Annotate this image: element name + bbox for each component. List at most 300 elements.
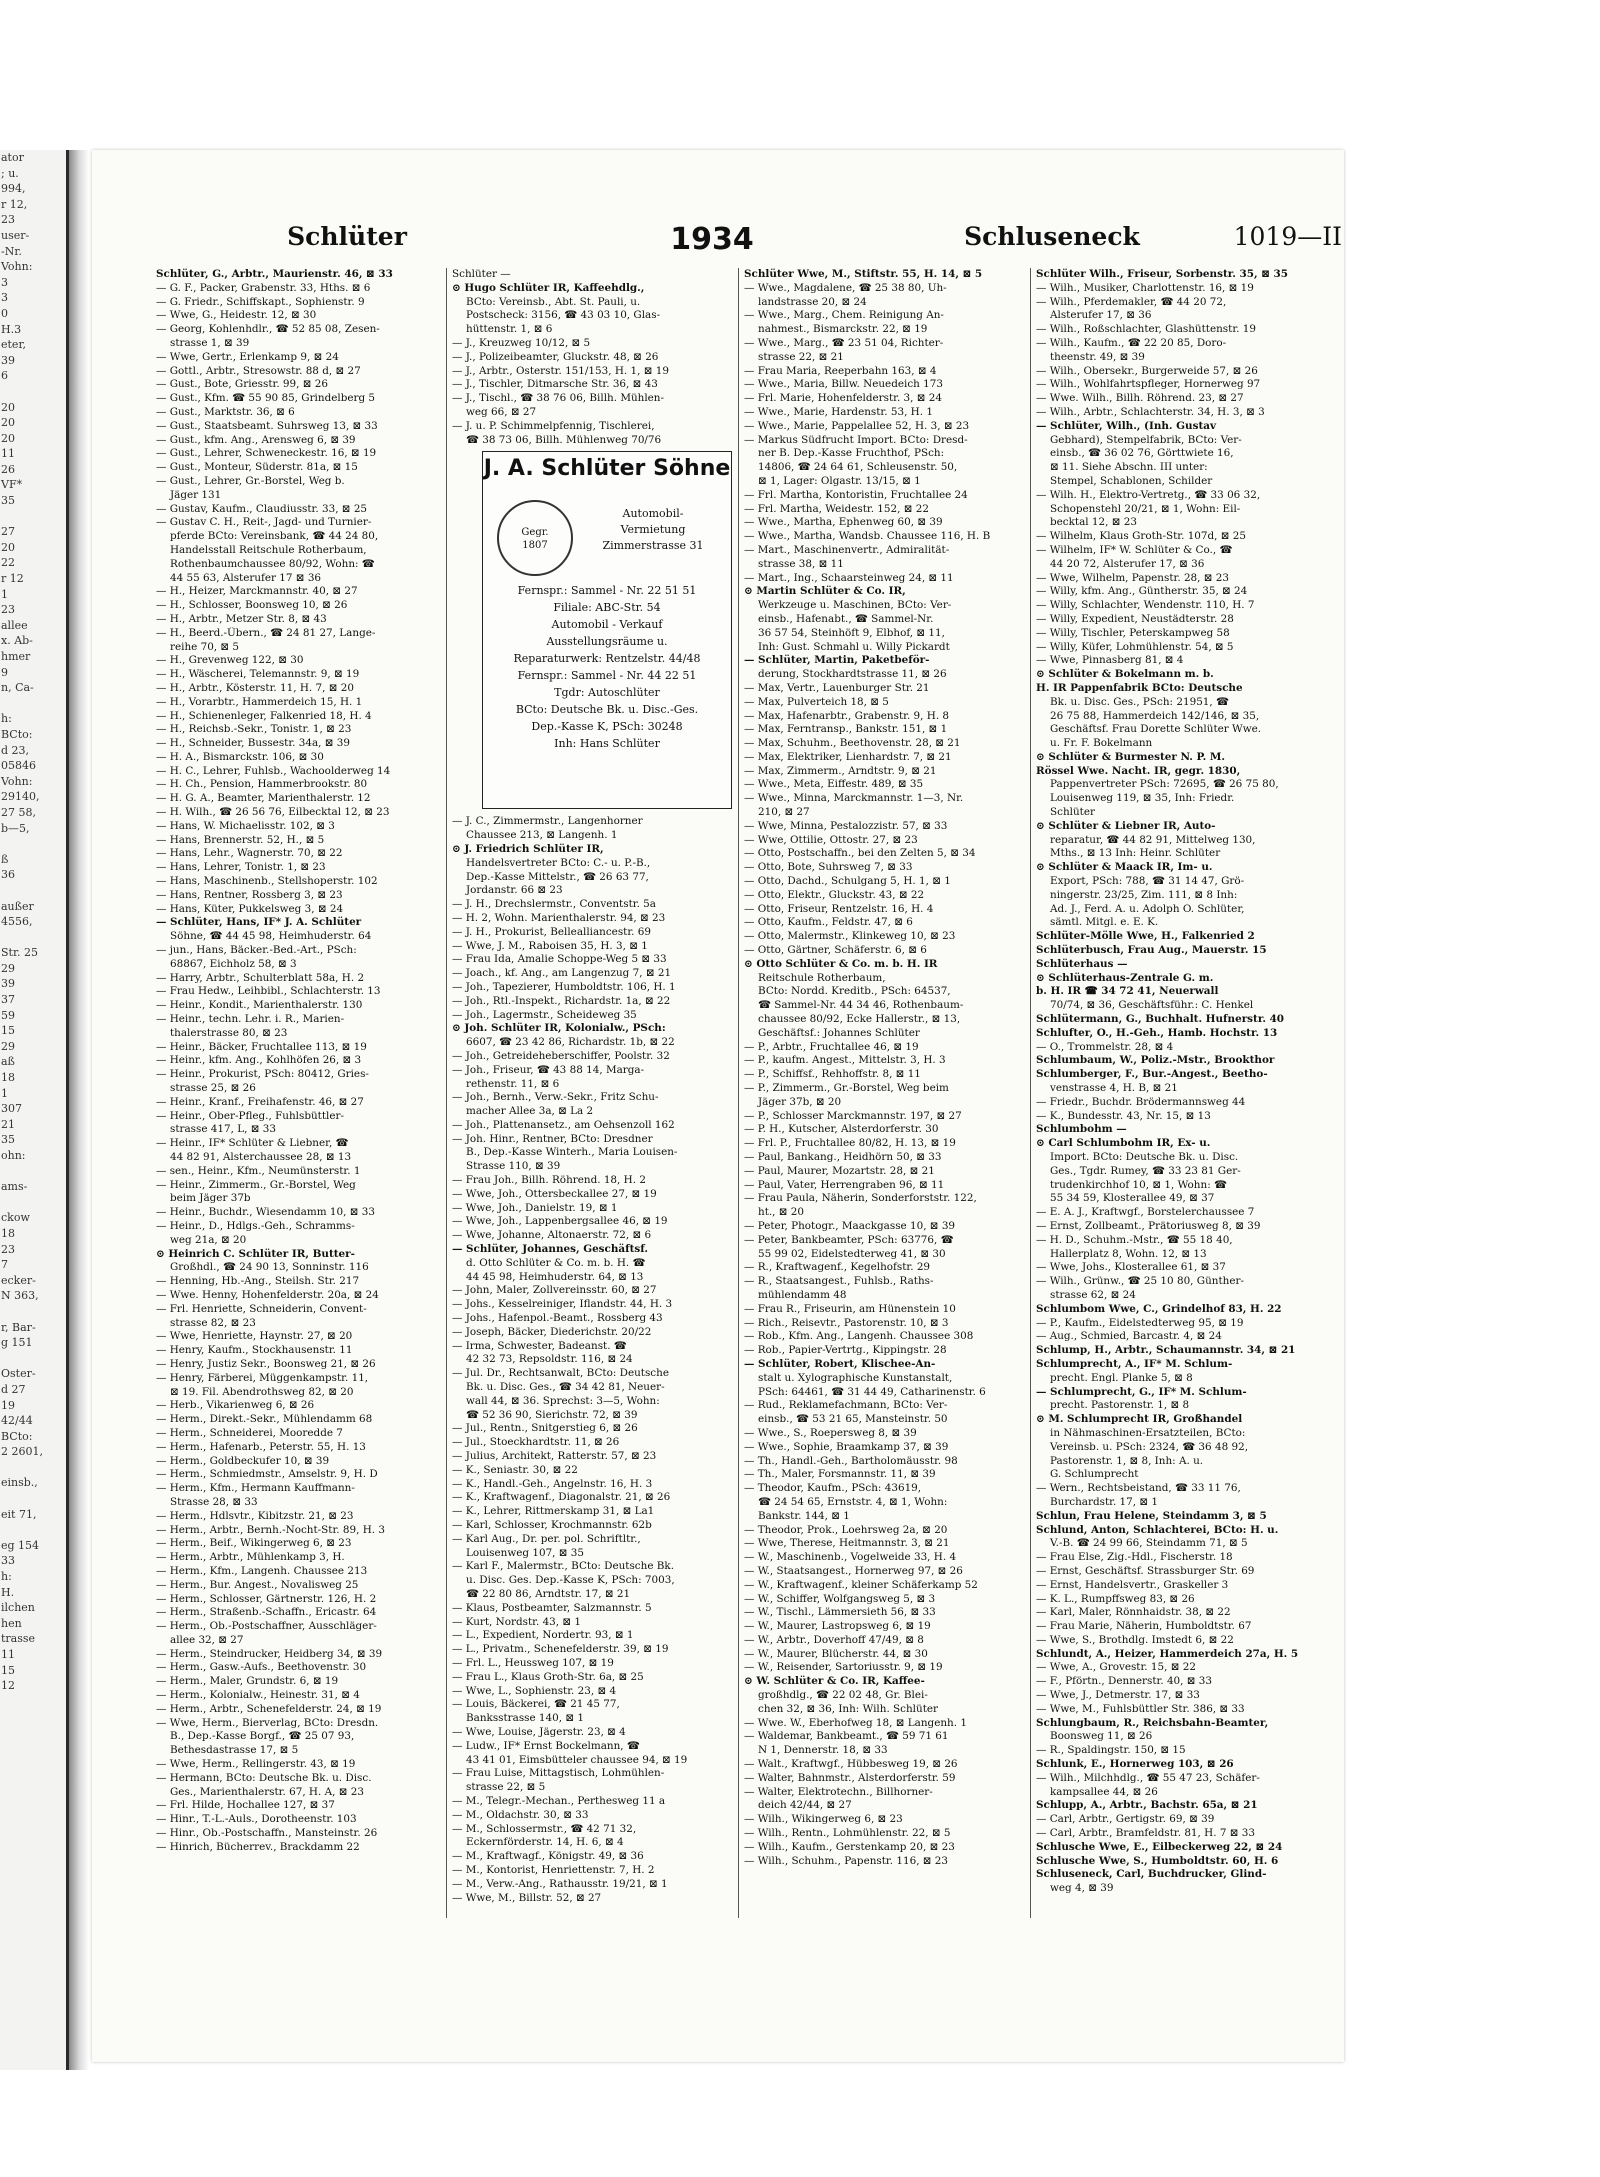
directory-entry-line: — Rud., Reklamefachmann, BCto: Ver- <box>744 1399 948 1412</box>
directory-entry-line: ☎ 22 80 86, Arndtstr. 17, ⊠ 21 <box>466 1587 631 1600</box>
directory-entry-line: — Paul, Vater, Herrengraben 96, ⊠ 11 <box>744 1178 945 1191</box>
directory-entry-line: — Herm., Arbtr., Schenefelderstr. 24, ⊠ 19 <box>156 1702 382 1715</box>
directory-entry-line: weg 21a, ⊠ 20 <box>170 1233 247 1246</box>
previous-page-text-fragment: 1 <box>1 1086 8 1100</box>
directory-entry-line: — Aug., Schmied, Barcastr. 4, ⊠ 24 <box>1036 1330 1222 1343</box>
directory-entry-line: — W., Maurer, Lastropsweg 6, ⊠ 19 <box>744 1620 931 1633</box>
directory-entry-line: precht. Engl. Planke 5, ⊠ 8 <box>1050 1371 1193 1384</box>
previous-page-text-fragment <box>0 930 66 946</box>
directory-entry-line: — Ernst, Handelsvertr., Graskeller 3 <box>1036 1578 1229 1591</box>
directory-entry-line: — Rich., Reisevtr., Pastorenstr. 10, ⊠ 3 <box>744 1316 949 1329</box>
directory-entry-line: — Kurt, Nordstr. 43, ⊠ 1 <box>452 1615 582 1628</box>
directory-entry-line: — Wwe., Maria, Billw. Neuedeich 173 <box>744 378 943 391</box>
directory-entry-line: — Wwe. Henny, Hohenfelderstr. 20a, ⊠ 24 <box>156 1288 379 1301</box>
ad-body <box>489 582 725 752</box>
directory-entry-line: Rössel Wwe. Nacht. IR, gegr. 1830, <box>1036 764 1241 777</box>
directory-entry-line: — Rob., Kfm. Ang., Langenh. Chaussee 308 <box>744 1330 974 1343</box>
ad-service-line: Automobil- <box>622 507 684 521</box>
previous-page-text-fragment: Vohn: <box>1 260 33 274</box>
directory-entry-line: — K., Seniastr. 30, ⊠ 22 <box>452 1463 578 1476</box>
directory-entry-line: — M., Kontorist, Henriettenstr. 7, H. 2 <box>452 1863 655 1876</box>
directory-entry-line: — Wilh., Pferdemakler, ☎ 44 20 72, <box>1036 295 1227 308</box>
directory-entry-line: — Herm., Ob.-Postschaffner, Ausschläger- <box>156 1620 377 1633</box>
previous-page-text-fragment: 19 <box>1 1398 15 1412</box>
previous-page-text-fragment: r 12, <box>1 197 28 211</box>
directory-entry-line: — Herm., Beif., Wikingerweg 6, ⊠ 23 <box>156 1537 352 1550</box>
directory-entry-line: — Wilh., Arbtr., Schlachterstr. 34, H. 3, ⊠ 3 <box>1036 405 1265 418</box>
previous-page-text-fragment <box>0 1460 66 1476</box>
directory-entry-line: — P., kaufm. Angest., Mittelstr. 3, H. 3 <box>744 1054 946 1067</box>
directory-entry-line: — Carl, Arbtr., Bramfeldstr. 81, H. 7 ⊠ 33 <box>1036 1827 1255 1840</box>
directory-entry-line: nahmest., Bismarckstr. 22, ⊠ 19 <box>758 323 928 336</box>
directory-entry-line: — Schlumprecht, G., IF* M. Schlum- <box>1036 1385 1247 1398</box>
directory-entry-line: — Wwe, Therese, Heitmannstr. 3, ⊠ 21 <box>744 1537 950 1550</box>
directory-entry-line: — Wwe, S., Brothdlg. Imstedt 6, ⊠ 22 <box>1036 1633 1234 1646</box>
directory-entry-line: — Herm., Arbtr., Bernh.-Nocht-Str. 89, H. 3 <box>156 1523 385 1536</box>
previous-page-text-fragment: 29 <box>1 1039 15 1053</box>
directory-entry-line: precht. Pastorenstr. 1, ⊠ 8 <box>1050 1399 1190 1412</box>
directory-entry-line: — Herm., Kfm., Hermann Kauffmann- <box>156 1482 355 1495</box>
directory-entry-line: Schlump, H., Arbtr., Schaumannstr. 34, ⊠ 21 <box>1036 1344 1296 1357</box>
directory-column-1 <box>156 268 442 1918</box>
directory-entry-line: — K. L., Rumpffsweg 83, ⊠ 26 <box>1036 1592 1195 1605</box>
ad-body-line: Automobil - Verkauf <box>551 618 663 632</box>
directory-column-2 <box>452 268 738 1918</box>
previous-page-text-fragment: außer <box>1 899 34 913</box>
directory-entry-line: — Wwe, Joh., Lappenbergsallee 46, ⊠ 19 <box>452 1215 668 1228</box>
previous-page-text-fragment <box>0 384 66 400</box>
directory-entry-line: Banksstrasse 140, ⊠ 1 <box>466 1712 584 1725</box>
directory-entry-line: Eckernförderstr. 14, H. 6, ⊠ 4 <box>466 1836 624 1849</box>
directory-entry-line: — Th., Maler, Forsmannstr. 11, ⊠ 39 <box>744 1468 936 1481</box>
previous-page-text-fragment: 20 <box>1 416 15 430</box>
directory-entry-line: — Wwe., Magdalene, ☎ 25 38 80, Uh- <box>744 281 947 294</box>
ad-body-line: Filiale: ABC-Str. 54 <box>553 601 661 615</box>
previous-page-text-fragment: 36 <box>1 868 15 882</box>
previous-page-text-fragment: ams- <box>1 1180 28 1194</box>
directory-entry-line: Jäger 37b, ⊠ 20 <box>758 1095 842 1108</box>
directory-entry-line: — P., Schlosser Marckmannstr. 197, ⊠ 27 <box>744 1109 962 1122</box>
directory-entry-line: — Peter, Bankbeamter, PSch: 63776, ☎ <box>744 1233 954 1246</box>
directory-entry-line: — Rob., Papier-Vertrtg., Kippingstr. 28 <box>744 1344 947 1357</box>
directory-entry-line: — R., Kraftwagenf., Kegelhofstr. 29 <box>744 1261 931 1274</box>
previous-page-text-fragment: 15 <box>1 1663 15 1677</box>
directory-entry-line: — Gustav, Kaufm., Claudiusstr. 33, ⊠ 25 <box>156 502 368 515</box>
previous-page-text-fragment: n, Ca- <box>1 681 34 695</box>
directory-entry-line: Handelsvertreter BCto: C.- u. P.-B., <box>466 856 651 869</box>
directory-entry-line: — Wwe. Wilh., Billh. Röhrend. 23, ⊠ 27 <box>1036 392 1244 405</box>
directory-entry-line: — Wwe, Herm., Rellingerstr. 43, ⊠ 19 <box>156 1758 356 1771</box>
ad-body-line: Dep.-Kasse K, PSch: 30248 <box>531 720 683 734</box>
ad-seal-text: Gegr. <box>521 527 549 539</box>
directory-entry-line: Schlupp, A., Arbtr., Bachstr. 65a, ⊠ 21 <box>1036 1799 1258 1812</box>
directory-entry-line: — Friedr., Buchdr. Brödermannsweg 44 <box>1036 1095 1246 1108</box>
directory-entry-line: — Herm., Kolonialw., Heinestr. 31, ⊠ 4 <box>156 1689 360 1702</box>
directory-entry-line: — Georg, Kohlenhdlr., ☎ 52 85 08, Zesen- <box>156 323 380 336</box>
directory-entry-line: Schlüter <box>1050 806 1095 819</box>
directory-entry-line: — Jul., Rentn., Snitgerstieg 6, ⊠ 26 <box>452 1422 638 1435</box>
directory-entry-line: ⊙ Schlüterhaus-Zentrale G. m. <box>1036 971 1214 984</box>
directory-entry-line: 210, ⊠ 27 <box>758 806 810 819</box>
previous-page-text-fragment: ecker- <box>1 1273 36 1287</box>
directory-entry-line: landstrasse 20, ⊠ 24 <box>758 295 867 308</box>
directory-entry-line: Boonsweg 11, ⊠ 26 <box>1050 1730 1153 1743</box>
directory-entry-line: Bethesdastrasse 17, ⊠ 5 <box>170 1744 299 1757</box>
directory-entry-line: — Wwe., Martha, Wandsb. Chaussee 116, H. B <box>744 530 991 543</box>
directory-entry-line: Alsterufer 17, ⊠ 36 <box>1050 309 1152 322</box>
directory-entry-line: — Schlüter, Robert, Klischee-An- <box>744 1357 936 1370</box>
directory-entry-line: Geschäftsf.: Johannes Schlüter <box>758 1026 920 1039</box>
directory-entry-line: beim Jäger 37b <box>170 1192 251 1205</box>
directory-entry-line: — Frau Maria, Reeperbahn 163, ⊠ 4 <box>744 364 937 377</box>
directory-entry-line: ⊙ Martin Schlüter & Co. IR, <box>744 585 906 598</box>
directory-entry-line: — Gottl., Arbtr., Stresowstr. 88 d, ⊠ 27 <box>156 364 361 377</box>
directory-entry-line: ⊙ Otto Schlüter & Co. m. b. H. IR <box>744 957 938 970</box>
previous-page-text-fragment: ilchen <box>1 1601 35 1615</box>
directory-entry-line: allee 32, ⊠ 27 <box>170 1633 244 1646</box>
directory-entry-line: — H., Heizer, Marckmannstr. 40, ⊠ 27 <box>156 585 358 598</box>
previous-page-text-fragment <box>0 1351 66 1367</box>
directory-entry-line: — Wwe, Ottilie, Ottostr. 27, ⊠ 23 <box>744 833 918 846</box>
directory-entry-line: Schlumberger, F., Bur.-Angest., Beetho- <box>1036 1068 1268 1081</box>
directory-entry-line: Schlusche Wwe, S., Humboldtstr. 60, H. 6 <box>1036 1854 1279 1867</box>
directory-entry-line: sämtl. Mitgl. e. E. K. <box>1050 916 1159 929</box>
directory-entry-line: Schlüter Wwe, M., Stiftstr. 55, H. 14, ⊠ 5 <box>744 268 983 280</box>
directory-entry-line: — Joh., Lagermstr., Scheideweg 35 <box>452 1008 637 1021</box>
directory-entry-line: — Heinr., IF* Schlüter & Liebner, ☎ <box>156 1137 349 1150</box>
directory-entry-line: chen 32, ⊠ 36, Inh: Wilh. Schlüter <box>758 1702 938 1715</box>
directory-entry-line: — Wwe, M., Fuhlsbüttler Str. 386, ⊠ 33 <box>1036 1702 1245 1715</box>
directory-entry-line: — Frl. Martha, Kontoristin, Fruchtallee 24 <box>744 488 968 501</box>
directory-entry-line: Schlundt, A., Heizer, Hammerdeich 27a, H. 5 <box>1036 1647 1299 1660</box>
directory-entry-line: — H. C., Lehrer, Fuhlsb., Wachoolderweg 14 <box>156 764 391 777</box>
directory-entry-line: 44 82 91, Alsterchaussee 28, ⊠ 13 <box>170 1151 352 1163</box>
directory-entry-line: — Wilhelm, IF* W. Schlüter & Co., ☎ <box>1036 543 1233 556</box>
directory-entry-line: — Herm., Arbtr., Mühlenkamp 3, H. <box>156 1551 345 1564</box>
previous-page-text-fragment: 59 <box>1 1008 15 1022</box>
directory-entry-line: chaussee 80/92, Ecke Hallerstr., ⊠ 13, <box>758 1013 961 1026</box>
directory-entry-line: — Hans, Lehrer, Tonistr. 1, ⊠ 23 <box>156 861 326 874</box>
directory-entry-line: — Hinr., Ob.-Postschaffn., Mansteinstr. 26 <box>156 1827 378 1840</box>
directory-entry-line: Vereinsb. u. PSch: 2324, ☎ 36 48 92, <box>1050 1440 1249 1453</box>
previous-page-text-fragment: d 23, <box>1 743 30 757</box>
directory-entry-line: B., Dep.-Kasse Borgf., ☎ 25 07 93, <box>170 1730 355 1743</box>
previous-page-text-fragment: 18 <box>1 1226 15 1240</box>
directory-entry-line: — Max, Pulverteich 18, ⊠ 5 <box>744 695 889 708</box>
directory-entry-line: ⊙ M. Schlumprecht IR, Großhandel <box>1036 1413 1243 1426</box>
directory-entry-line: — O., Trommelstr. 28, ⊠ 4 <box>1036 1040 1174 1053</box>
ad-seal-emblem <box>497 500 573 576</box>
directory-entry-line: Chaussee 213, ⊠ Langenh. 1 <box>466 829 618 842</box>
directory-entry-line: — Wwe, J. M., Raboisen 35, H. 3, ⊠ 1 <box>452 939 648 952</box>
directory-entry-line: — K., Lehrer, Rittmerskamp 31, ⊠ La1 <box>452 1505 655 1518</box>
directory-entry-line: ⊙ Carl Schlumbohm IR, Ex- u. <box>1036 1137 1211 1150</box>
previous-page-edge <box>0 150 69 2070</box>
directory-entry-line: — Frau Hedw., Leihbibl., Schlachterstr. 13 <box>156 985 381 998</box>
directory-entry-line: — Mart., Ing., Schaarsteinweg 24, ⊠ 11 <box>744 571 954 584</box>
directory-entry-line: — Wwe, Minna, Pestalozzistr. 57, ⊠ 33 <box>744 819 948 832</box>
directory-entry-line: — Wwe., Marie, Pappelallee 52, H. 3, ⊠ 23 <box>744 419 970 432</box>
previous-page-text-fragment: user- <box>1 228 30 242</box>
directory-entry-line: — Wilhelm, Klaus Groth-Str. 107d, ⊠ 25 <box>1036 530 1247 543</box>
directory-entry-line: venstrasse 4, H. B, ⊠ 21 <box>1050 1082 1178 1095</box>
directory-entry-line: — Otto, Gärtner, Schäferstr. 6, ⊠ 6 <box>744 944 927 957</box>
directory-entry-line: — H., Beerd.-Übern., ☎ 24 81 27, Lange- <box>156 626 376 639</box>
directory-entry-line: — Louis, Bäckerei, ☎ 21 45 77, <box>452 1698 620 1711</box>
directory-entry-line: — Schlüter, Hans, IF* J. A. Schlüter <box>156 916 362 929</box>
directory-entry-line: — Wwe. W., Eberhofweg 18, ⊠ Langenh. 1 <box>744 1716 967 1729</box>
directory-entry-line: — Wwe, Joh., Danielstr. 19, ⊠ 1 <box>452 1201 618 1214</box>
directory-entry-line: Ges., Tgdr. Rumey, ☎ 33 23 81 Ger- <box>1050 1164 1241 1177</box>
directory-entry-line: Söhne, ☎ 44 45 98, Heimhuderstr. 64 <box>170 930 372 943</box>
directory-entry-line: ht., ⊠ 20 <box>758 1206 805 1219</box>
directory-entry-line: ner B. Dep.-Kasse Fruchthof, PSch: <box>758 447 945 460</box>
ad-company-name: J. A. Schlüter Söhne <box>483 456 731 482</box>
directory-entry-line: kampsallee 44, ⊠ 26 <box>1050 1785 1158 1798</box>
directory-entry-line: — Heinr., kfm. Ang., Kohlhöfen 26, ⊠ 3 <box>156 1054 362 1067</box>
directory-entry-line: macher Allee 3a, ⊠ La 2 <box>466 1105 594 1118</box>
directory-entry-line: — L., Privatm., Schenefelderstr. 39, ⊠ 19 <box>452 1643 669 1656</box>
directory-entry-line: — Willy, Tischler, Peterskampweg 58 <box>1036 626 1230 639</box>
directory-entry-line: — Otto, Postschaffn., bei den Zelten 5, ⊠ 34 <box>744 847 976 860</box>
directory-entry-line: — Walter, Elektrotechn., Billhorner- <box>744 1785 933 1798</box>
directory-entry-line: — Joh., Bernh., Verw.-Sekr., Fritz Schu- <box>452 1091 659 1104</box>
directory-entry-line: Schlüter — <box>452 268 511 280</box>
ad-body-line: Tgdr: Autoschlüter <box>554 686 660 700</box>
previous-page-text-fragment <box>0 1491 66 1507</box>
directory-entry-line: — Schlüter, Martin, Paketbeför- <box>744 654 930 667</box>
directory-entry-line: — Gustav C. H., Reit-, Jagd- und Turnier- <box>156 516 372 529</box>
previous-page-text-fragment: 37 <box>1 993 15 1007</box>
directory-entry-line: hüttenstr. 1, ⊠ 6 <box>466 323 553 336</box>
directory-entry-line: — Willy, Küfer, Lohmühlenstr. 54, ⊠ 5 <box>1036 640 1234 653</box>
previous-page-text-fragment: 39 <box>1 353 15 367</box>
directory-entry-line: — Henning, Hb.-Ang., Steilsh. Str. 217 <box>156 1275 360 1288</box>
directory-entry-line: — H., Grevenweg 122, ⊠ 30 <box>156 654 304 667</box>
directory-entry-line: — Johs., Hafenpol.-Beamt., Rossberg 43 <box>452 1312 663 1325</box>
ad-body-line: Fernspr.: Sammel - Nr. 44 22 51 <box>517 669 697 683</box>
directory-entry-line: — Heinr., Ober-Pfleg., Fuhlsbüttler- <box>156 1109 344 1122</box>
directory-entry-line: in Nähmaschinen-Ersatzteilen, BCto: <box>1050 1426 1246 1439</box>
directory-entry-line: — P., Arbtr., Fruchtallee 46, ⊠ 19 <box>744 1040 919 1053</box>
directory-entry-line: — Herm., Steindrucker, Heidberg 34, ⊠ 39 <box>156 1647 383 1660</box>
previous-page-text-fragment: h: <box>1 1570 12 1584</box>
directory-entry-line: — Paul, Bankang., Heidhörn 50, ⊠ 33 <box>744 1151 942 1163</box>
directory-entry-line: — H., Schneider, Bussestr. 34a, ⊠ 39 <box>156 737 351 750</box>
directory-entry-line: — Schlüter, Johannes, Geschäftsf. <box>452 1243 648 1256</box>
directory-entry-line: strasse 417, L, ⊠ 33 <box>170 1123 276 1136</box>
directory-entry-line: — Klaus, Postbeamter, Salzmannstr. 5 <box>452 1601 652 1614</box>
directory-entry-line: — Karl Aug., Dr. per. pol. Schriftltr., <box>452 1532 641 1545</box>
directory-entry-line: — Jul. Dr., Rechtsanwalt, BCto: Deutsche <box>452 1367 669 1380</box>
directory-entry-line: — Karl, Schlosser, Krochmannstr. 62b <box>452 1519 652 1531</box>
directory-entry-line: — H., Reichsb.-Sekr., Tonistr. 1, ⊠ 23 <box>156 723 352 736</box>
directory-page <box>92 150 1344 2062</box>
previous-page-text-fragment: BCto: <box>1 1429 33 1443</box>
previous-page-text-fragment <box>0 1164 66 1180</box>
directory-entry-line: — Wilh., Grünw., ☎ 25 10 80, Günther- <box>1036 1275 1244 1288</box>
directory-entry-line: Stempel, Schablonen, Schilder <box>1050 474 1213 487</box>
directory-entry-line: thalerstrasse 80, ⊠ 23 <box>170 1026 288 1039</box>
previous-page-text-fragment: allee <box>1 618 28 632</box>
previous-page-text-fragment: Str. 25 <box>1 946 38 960</box>
advertisement-box <box>482 451 732 809</box>
directory-entry-line: ⊙ Joh. Schlüter IR, Kolonialw., PSch: <box>452 1022 666 1035</box>
directory-entry-line: Rothenbaumchaussee 80/92, Wohn: ☎ <box>170 557 375 570</box>
previous-page-text-fragment: 3 <box>1 275 8 289</box>
directory-entry-line: wall 44, ⊠ 36. Sprechst: 3—5, Wohn: <box>466 1394 660 1407</box>
directory-entry-line: — W., Staatsangest., Hornerweg 97, ⊠ 26 <box>744 1564 963 1577</box>
directory-entry-line: becktal 12, ⊠ 23 <box>1050 516 1137 529</box>
directory-entry-line: — W., Maurer, Blücherstr. 44, ⊠ 30 <box>744 1647 928 1660</box>
directory-entry-line: stalt u. Xylographische Kunstanstalt, <box>758 1371 953 1384</box>
directory-entry-line: Inh: Gust. Schmahl u. Willy Pickardt <box>758 640 950 653</box>
directory-entry-line: — Frau Luise, Mittagstisch, Lohmühlen- <box>452 1767 665 1780</box>
directory-entry-line: — J. H., Prokurist, Bellealliancestr. 69 <box>452 925 651 938</box>
directory-entry-line: — W., Reisender, Sartoriusstr. 9, ⊠ 19 <box>744 1661 943 1674</box>
directory-entry-line: — W., Tischl., Lämmersieth 56, ⊠ 33 <box>744 1606 936 1619</box>
directory-entry-line: — P. H., Kutscher, Alsterdorferstr. 30 <box>744 1123 939 1136</box>
directory-entry-line: b. H. IR ☎ 34 72 41, Neuerwall <box>1036 985 1219 998</box>
directory-entry-line: strasse 25, ⊠ 26 <box>170 1082 256 1095</box>
directory-entry-line: Jäger 131 <box>170 488 222 501</box>
previous-page-text-fragment: eter, <box>1 338 26 352</box>
previous-page-text-fragment: ; u. <box>1 166 19 180</box>
directory-entry-line: — H., Arbtr., Kösterstr. 11, H. 7, ⊠ 20 <box>156 681 354 694</box>
page-number: 1019—II <box>1233 222 1342 251</box>
previous-page-text-fragment: 20 <box>1 540 15 554</box>
directory-entry-line: — Herm., Direkt.-Sekr., Mühlendamm 68 <box>156 1413 373 1426</box>
directory-entry-line: trudenkirchhof 10, ⊠ 1, Wohn: ☎ <box>1050 1178 1227 1191</box>
previous-page-text-fragment: d 27 <box>1 1382 26 1396</box>
previous-page-text-fragment: x. Ab- <box>1 634 33 648</box>
previous-page-text-fragment: eit 71, <box>1 1507 37 1521</box>
directory-entry-line: 14806, ☎ 24 64 61, Schleusenstr. 50, <box>758 461 958 474</box>
directory-entry-line: — J., Tischl., ☎ 38 76 06, Billh. Mühlen- <box>452 392 665 405</box>
directory-entry-line: — Gust., Lehrer, Gr.-Borstel, Weg b. <box>156 474 345 487</box>
directory-entry-line: — Jul., Stoeckhardtstr. 11, ⊠ 26 <box>452 1436 620 1449</box>
previous-page-text-fragment: H.3 <box>1 322 22 336</box>
previous-page-text-fragment <box>0 1304 66 1320</box>
directory-entry-line: 70/74, ⊠ 36, Geschäftsführ.: C. Henkel <box>1050 999 1254 1012</box>
previous-page-text-fragment: b—5, <box>1 821 30 835</box>
directory-entry-line: — H. Wilh., ☎ 26 56 76, Eilbecktal 12, ⊠ 23 <box>156 806 390 819</box>
directory-entry-line: ☎ 38 73 06, Billh. Mühlenweg 70/76 <box>466 433 662 446</box>
directory-entry-line: — Joh., Getreideheberschiffer, Poolstr. 32 <box>452 1049 670 1062</box>
directory-entry-line: — Frl. Henriette, Schneiderin, Convent- <box>156 1302 367 1315</box>
directory-entry-line: Werkzeuge u. Maschinen, BCto: Ver- <box>758 599 952 612</box>
directory-entry-line: ⊠ 11. Siehe Abschn. III unter: <box>1050 461 1208 474</box>
directory-entry-line: — Otto, Elektr., Gluckstr. 43, ⊠ 22 <box>744 888 925 901</box>
directory-entry-line: — P., Schiffsf., Rehhoffstr. 8, ⊠ 11 <box>744 1068 921 1081</box>
directory-entry-line: — Wilh., Kaufm., ☎ 22 20 85, Doro- <box>1036 336 1227 349</box>
previous-page-text-fragment: 18 <box>1 1071 15 1085</box>
directory-entry-line: ☎ 52 36 90, Sierichstr. 72, ⊠ 39 <box>466 1408 638 1421</box>
previous-page-text-fragment: h: <box>1 712 12 726</box>
directory-entry-line: — P., Zimmerm., Gr.-Borstel, Weg beim <box>744 1082 949 1095</box>
directory-entry-line: — Ludw., IF* Ernst Bockelmann, ☎ <box>452 1739 640 1752</box>
directory-entry-line: — H. A., Bismarckstr. 106, ⊠ 30 <box>156 750 324 763</box>
directory-entry-line: Reitschule Rotherbaum, <box>758 971 886 984</box>
directory-entry-line: d. Otto Schlüter & Co. m. b. H. ☎ <box>466 1256 646 1269</box>
directory-entry-line: Schlunk, E., Hornerweg 103, ⊠ 26 <box>1036 1758 1234 1771</box>
directory-entry-line: — Wwe., Marg., ☎ 23 51 04, Richter- <box>744 336 944 349</box>
directory-entry-line: ⊙ Schlüter & Burmester N. P. M. <box>1036 750 1225 763</box>
directory-entry-line: — Wwe., Meta, Eiffestr. 489, ⊠ 35 <box>744 778 924 791</box>
previous-page-text-fragment: BCto: <box>1 727 33 741</box>
directory-entry-line: ⊙ J. Friedrich Schlüter IR, <box>452 842 604 855</box>
directory-entry-line: — Wwe, Louise, Jägerstr. 23, ⊠ 4 <box>452 1725 626 1738</box>
previous-page-text-fragment: 29140, <box>1 790 40 804</box>
directory-entry-line: — Frl. Martha, Weidestr. 152, ⊠ 22 <box>744 502 929 515</box>
ad-body-line: Reparaturwerk: Rentzelstr. 44/48 <box>513 652 701 666</box>
directory-entry-line: ⊙ Schlüter & Liebner IR, Auto- <box>1036 819 1216 832</box>
previous-page-text-fragment: 20 <box>1 400 15 414</box>
directory-entry-line: G. Schlumprecht <box>1050 1468 1139 1481</box>
directory-entry-line: strasse 82, ⊠ 23 <box>170 1316 256 1329</box>
directory-entry-line: — Wilh., Roßschlachter, Glashüttenstr. 19 <box>1036 323 1256 336</box>
directory-entry-line: Louisenweg 107, ⊠ 35 <box>466 1546 585 1559</box>
directory-entry-line: — W., Kraftwagenf., kleiner Schäferkamp 52 <box>744 1578 978 1591</box>
directory-entry-line: weg 4, ⊠ 39 <box>1050 1882 1114 1895</box>
directory-entry-line: — Heinr., Prokurist, PSch: 80412, Gries- <box>156 1068 369 1081</box>
directory-entry-line: 42 32 73, Repsoldstr. 116, ⊠ 24 <box>466 1353 633 1366</box>
directory-entry-line: — Frau Joh., Billh. Röhrend. 18, H. 2 <box>452 1174 646 1187</box>
directory-entry-line: — John, Maler, Zollvereinsstr. 60, ⊠ 27 <box>452 1284 657 1297</box>
directory-entry-line: 26 75 88, Hammerdeich 142/146, ⊠ 35, <box>1050 709 1260 722</box>
directory-entry-line: — Henry, Justiz Sekr., Boonsweg 21, ⊠ 26 <box>156 1357 376 1370</box>
directory-entry-line: weg 66, ⊠ 27 <box>466 405 537 418</box>
directory-entry-line: — Walt., Kraftwgf., Hübbesweg 19, ⊠ 26 <box>744 1758 958 1771</box>
directory-entry-line: — Heinr., Kranf., Freihafenstr. 46, ⊠ 27 <box>156 1095 364 1108</box>
directory-entry-line: N 1, Dennerstr. 18, ⊠ 33 <box>758 1744 888 1757</box>
directory-entry-line: 43 41 01, Eimsbütteler chaussee 94, ⊠ 19 <box>466 1753 688 1766</box>
directory-entry-line: deich 42/44, ⊠ 27 <box>758 1799 852 1812</box>
directory-entry-line: strasse 38, ⊠ 11 <box>758 557 844 570</box>
directory-entry-line: rethenstr. 11, ⊠ 6 <box>466 1077 560 1090</box>
directory-entry-line: Ges., Marienthalerstr. 67, H. A, ⊠ 23 <box>170 1785 364 1798</box>
directory-entry-line: — Herm., Goldbeckufer 10, ⊠ 39 <box>156 1454 330 1467</box>
directory-entry-line: derung, Stockhardtstrasse 11, ⊠ 26 <box>758 668 947 681</box>
directory-entry-line: Schlun, Frau Helene, Steindamm 3, ⊠ 5 <box>1036 1509 1267 1522</box>
directory-entry-line: Schlumbom Wwe, C., Grindelhof 83, H. 22 <box>1036 1302 1282 1315</box>
directory-entry-line: ⊙ Hugo Schlüter IR, Kaffeehdlg., <box>452 281 645 294</box>
directory-entry-line: — Johs., Kesselreiniger, Iflandstr. 44, H. 3 <box>452 1298 673 1311</box>
directory-entry-line: — Waldemar, Bankbeamt., ☎ 59 71 61 <box>744 1730 949 1743</box>
ad-seal-year: 1807 <box>522 540 548 552</box>
previous-page-text-fragment: Vohn: <box>1 774 33 788</box>
directory-entry-line: — Gust., Lehrer, Schweneckestr. 16, ⊠ 19 <box>156 447 377 460</box>
directory-entry-line: — Willy, Schlachter, Wendenstr. 110, H. 7 <box>1036 599 1255 612</box>
directory-entry-line: Schlüter Wilh., Friseur, Sorbenstr. 35, ⊠ 35 <box>1036 268 1288 280</box>
directory-entry-line: — Wilh., Rentn., Lohmühlenstr. 22, ⊠ 5 <box>744 1827 951 1840</box>
directory-entry-line: Pastorenstr. 1, ⊠ 8, Inh: A. u. <box>1050 1454 1204 1467</box>
previous-page-text-fragment <box>0 696 66 712</box>
directory-entry-line: Pappenvertreter PSch: 72695, ☎ 26 75 80, <box>1050 778 1279 791</box>
directory-entry-line: — H. Ch., Pension, Hammerbrookstr. 80 <box>156 778 368 791</box>
directory-entry-line: — Herm., Gasw.-Aufs., Beethovenstr. 30 <box>156 1661 367 1674</box>
directory-entry-line: 44 45 98, Heimhuderstr. 64, ⊠ 13 <box>466 1270 644 1283</box>
directory-entry-line: — Herb., Vikarienweg 6, ⊠ 26 <box>156 1399 315 1412</box>
directory-entry-line: — J. C., Zimmermstr., Langenhorner <box>452 815 643 828</box>
directory-entry-line: — Max, Elektriker, Lienhardstr. 7, ⊠ 21 <box>744 750 952 763</box>
directory-entry-line: — Heinr., Bäcker, Fruchtallee 113, ⊠ 19 <box>156 1040 367 1053</box>
previous-page-text-fragment: 23 <box>1 603 15 617</box>
directory-entry-line: Louisenweg 119, ⊠ 35, Inh: Friedr. <box>1050 792 1235 805</box>
directory-entry-line: Schlufter, O., H.-Geh., Hamb. Hochstr. 13 <box>1036 1026 1278 1039</box>
directory-entry-line: — Joach., kf. Ang., am Langenzug 7, ⊠ 21 <box>452 967 672 980</box>
directory-entry-line: — Karl F., Malermstr., BCto: Deutsche Bk. <box>452 1560 675 1573</box>
